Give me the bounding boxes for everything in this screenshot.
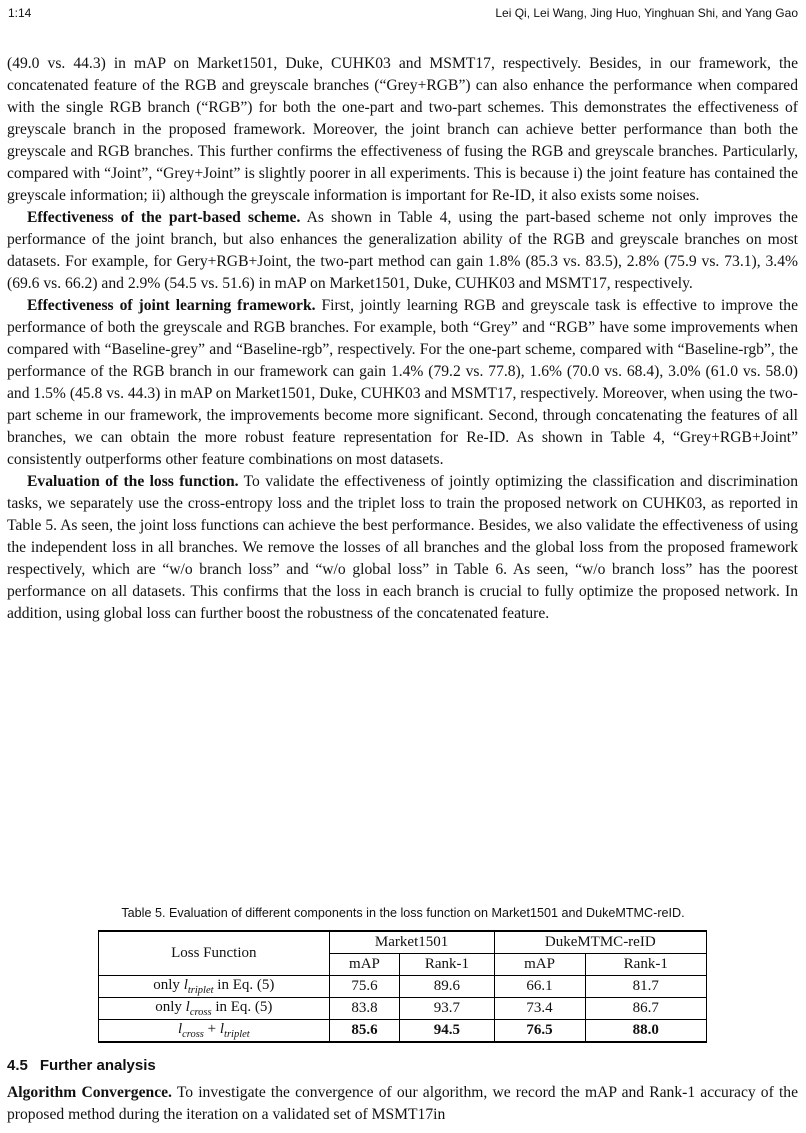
body-text (7, 53, 798, 625)
group-header: DukeMTMC-reID (494, 931, 706, 954)
table-row (99, 976, 707, 998)
column-header: Rank-1 (585, 954, 706, 976)
table-row (99, 1020, 707, 1043)
run-in-heading: Algorithm Convergence. (7, 1084, 172, 1101)
paragraph-text: First, jointly learning RGB and greyscale task is effective to improve the performance of both the greyscale and RGB branches. For example, both “Grey” and “RGB” have some improvements when compared with “Baseline-grey” and “Baseline-rgb”, respectively. For the one-part scheme, compared with “Baseline-rgb”, the performance of the RGB branch in our framework can gain 1.4% (79.2 vs. 77.8), 1.6% (70.0 vs. 68.4), 3.0% (61.0 vs. 58.0) and 1.5% (45.8 vs. 44.3) in mAP on Market1501, Duke, CUHK03 and MSMT17, respectively. Moreover, when using the two-part scheme in our framework, the improvements become more significant. Second, through concatenating the features of all branches, we can obtain the more robust feature representation for Re-ID. As shown in Table 4, “Grey+RGB+Joint” consistently outperforms other feature combinations on most datasets. (7, 297, 798, 468)
author-list: Lei Qi, Lei Wang, Jing Huo, Yinghuan Shi, and Yang Gao (495, 6, 798, 20)
page-number: 1:14 (8, 6, 32, 20)
table-cell: 93.7 (400, 998, 494, 1020)
row-label: only $l_{triplet}$ in Eq. (5) (99, 976, 330, 998)
table-caption: Table 5. Evaluation of different components in the loss function on Market1501 and DukeMTMC-reID. (121, 906, 685, 920)
table-cell: 73.4 (494, 998, 585, 1020)
row-label: only $l_{cross}$ in Eq. (5) (99, 998, 330, 1020)
running-header (8, 6, 798, 26)
results-table (98, 930, 707, 1043)
paragraph-text: As shown in Table 4, using the part-based scheme not only improves the performance of the joint branch, but also enhances the generalization ability of the RGB and greyscale branches on most datasets. For example, for Gery+RGB+Joint, the two-part method can gain 1.8% (85.3 vs. 83.5), 2.8% (75.9 vs. 73.1), 3.4% (69.6 vs. 66.2) and 2.9% (54.5 vs. 51.6) in mAP on Market1501, Duke, CUHK03 and MSMT17, respectively. (7, 209, 798, 292)
table-row (99, 998, 707, 1020)
table-cell: 83.8 (329, 998, 400, 1020)
run-in-heading: Effectiveness of joint learning framework. (27, 297, 316, 314)
table-cell: 85.6 (329, 1020, 400, 1043)
column-header: mAP (329, 954, 400, 976)
table-cell: 86.7 (585, 998, 706, 1020)
table-cell: 75.6 (329, 976, 400, 998)
body-text-2 (7, 1082, 798, 1126)
group-header: Market1501 (329, 931, 494, 954)
table-cell: 66.1 (494, 976, 585, 998)
run-in-heading: Evaluation of the loss function. (27, 473, 239, 490)
paragraph-4 (7, 471, 798, 625)
paragraph-3 (7, 295, 798, 471)
run-in-heading: Effectiveness of the part-based scheme. (27, 209, 301, 226)
column-header: mAP (494, 954, 585, 976)
section-heading (7, 1057, 156, 1074)
section-number: 4.5 (7, 1057, 28, 1074)
paragraph-text: To investigate the convergence of our algorithm, we record the mAP and Rank-1 accuracy of the proposed method during the iteration on a validated set of MSMT17in (7, 1084, 798, 1123)
row-label: $l_{cross} + l_{triplet}$ (99, 1020, 330, 1043)
paragraph-text: To validate the effectiveness of jointly optimizing the classification and discrimination tasks, we separately use the cross-entropy loss and the triplet loss to train the proposed network on CUHK03, as reported in Table 5. As seen, the joint loss functions can achieve the best performance. Besides, we also validate the effectiveness of using the independent loss in all branches. We remove the losses of all branches and the global loss from the proposed framework respectively, which are “w/o branch loss” and “w/o global loss” in Table 6. As seen, “w/o branch loss” has the poorest performance on all datasets. This confirms that the loss in each branch is crucial to fully optimize the proposed network. In addition, using global loss can further boost the robustness of the concatenated feature. (7, 473, 798, 622)
table-cell: 76.5 (494, 1020, 585, 1043)
paragraph-1: (49.0 vs. 44.3) in mAP on Market1501, Duke, CUHK03 and MSMT17, respectively. Besides, in our framework, the concatenated feature of the RGB and greyscale branches (“Grey+RGB”) can also enhance the performance when compared with the single RGB branch (“RGB”) for both the one-part and two-part schemes. This demonstrates the effectiveness of greyscale branch in the proposed framework. Moreover, the joint branch can achieve better performance than both the greyscale and RGB branches. This further confirms the effectiveness of fusing the RGB and greyscale branches. Particularly, compared with “Joint”, “Grey+Joint” is slightly poorer in all experiments. This is because i) the joint feature has contained the greyscale information; ii) although the greyscale information is important for Re-ID, it also exists some noises. (7, 55, 798, 204)
column-header: Rank-1 (400, 954, 494, 976)
paragraph-2 (7, 207, 798, 295)
table-cell: 88.0 (585, 1020, 706, 1043)
table-cell: 94.5 (400, 1020, 494, 1043)
table-cell: 81.7 (585, 976, 706, 998)
section-title: Further analysis (39, 1057, 156, 1074)
table-cell: 89.6 (400, 976, 494, 998)
column-header: Loss Function (99, 931, 330, 976)
table-header-row (99, 931, 707, 954)
paragraph-5 (7, 1082, 798, 1126)
